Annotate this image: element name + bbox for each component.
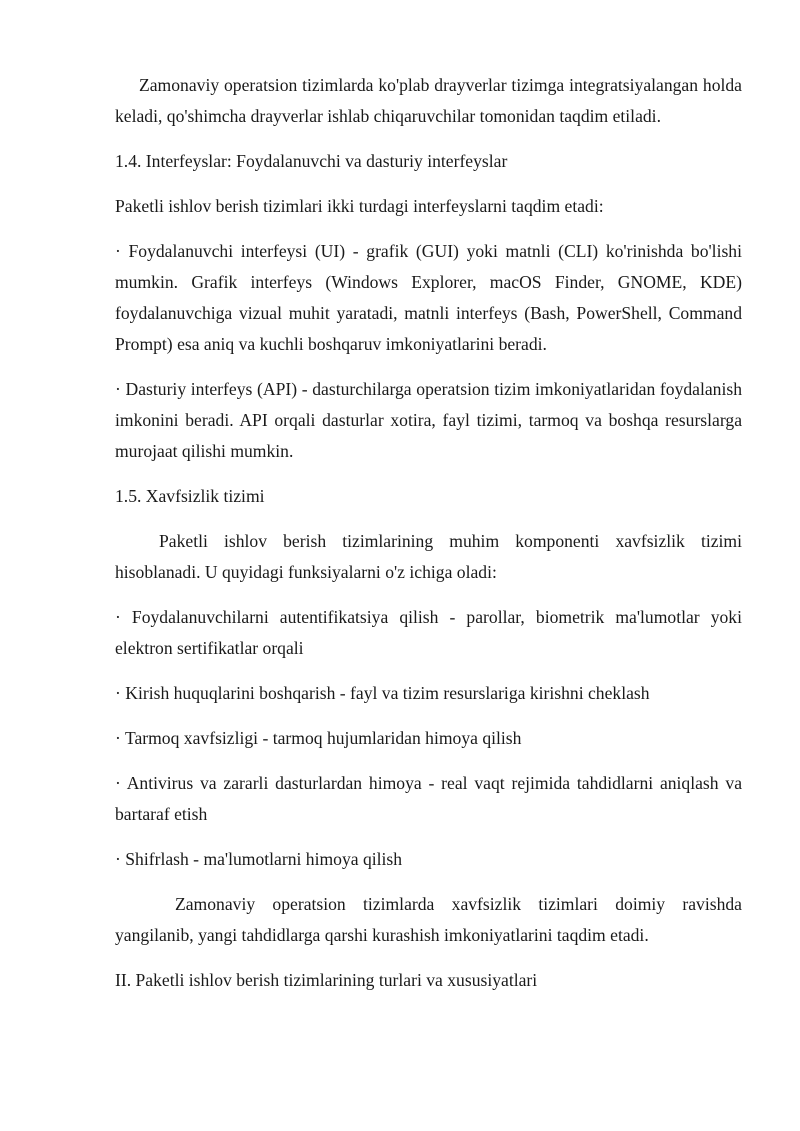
document-page	[115, 70, 742, 1010]
paragraph-drivers-intro: Zamonaviy operatsion tizimlarda ko'plab drayverlar tizimga integratsiyalangan holda keladi, qo'shimcha drayverlar ishlab chiqaruvchilar tomonidan taqdim etiladi.	[115, 75, 742, 126]
bullet-encryption: · Shifrlash - ma'lumotlarni himoya qilish	[115, 849, 403, 869]
bullet-antivirus: · Antivirus va zararli dasturlardan himoya - real vaqt rejimida tahdidlarni aniqlash va bartaraf etish	[115, 773, 742, 824]
paragraph-security-updates: Zamonaviy operatsion tizimlarda xavfsizlik tizimlari doimiy ravishda yangilanib, yangi tahdidlarga qarshi kurashish imkoniyatlarini taqdim etadi.	[115, 894, 742, 945]
section-heading-1-4: 1.4. Interfeyslar: Foydalanuvchi va dasturiy interfeyslar	[115, 151, 508, 171]
chapter-heading-ii: II. Paketli ishlov berish tizimlarining turlari va xususiyatlari	[115, 970, 538, 990]
bullet-user-interface: · Foydalanuvchi interfeysi (UI) - grafik (GUI) yoki matnli (CLI) ko'rinishda bo'lishi mumkin. Grafik interfeys (Windows Explorer, macOS Finder, GNOME, KDE) foydalanuvchiga vizual muhit yaratadi, matnli interfeys (Bash, PowerShell, Command Prompt) esa aniq va kuchli boshqaruv imkoniyatlarini beradi.	[115, 241, 742, 354]
bullet-authentication: · Foydalanuvchilarni autentifikatsiya qilish - parollar, biometrik ma'lumotlar yoki elektron sertifikatlar orqali	[115, 607, 742, 658]
bullet-network-security: · Tarmoq xavfsizligi - tarmoq hujumlaridan himoya qilish	[115, 728, 522, 748]
paragraph-security-intro: Paketli ishlov berish tizimlarining muhim komponenti xavfsizlik tizimi hisoblanadi. U quyidagi funksiyalarni o'z ichiga oladi:	[115, 531, 742, 582]
section-heading-1-5: 1.5. Xavfsizlik tizimi	[115, 486, 265, 506]
bullet-api: · Dasturiy interfeys (API) - dasturchilarga operatsion tizim imkoniyatlaridan foydalanish imkonini beradi. API orqali dasturlar xotira, fayl tizimi, tarmoq va boshqa resurslarga murojaat qilishi mumkin.	[115, 379, 742, 461]
bullet-access-rights: · Kirish huquqlarini boshqarish - fayl va tizim resurslariga kirishni cheklash	[115, 683, 650, 703]
paragraph-interfaces-intro: Paketli ishlov berish tizimlari ikki turdagi interfeyslarni taqdim etadi:	[115, 196, 604, 216]
